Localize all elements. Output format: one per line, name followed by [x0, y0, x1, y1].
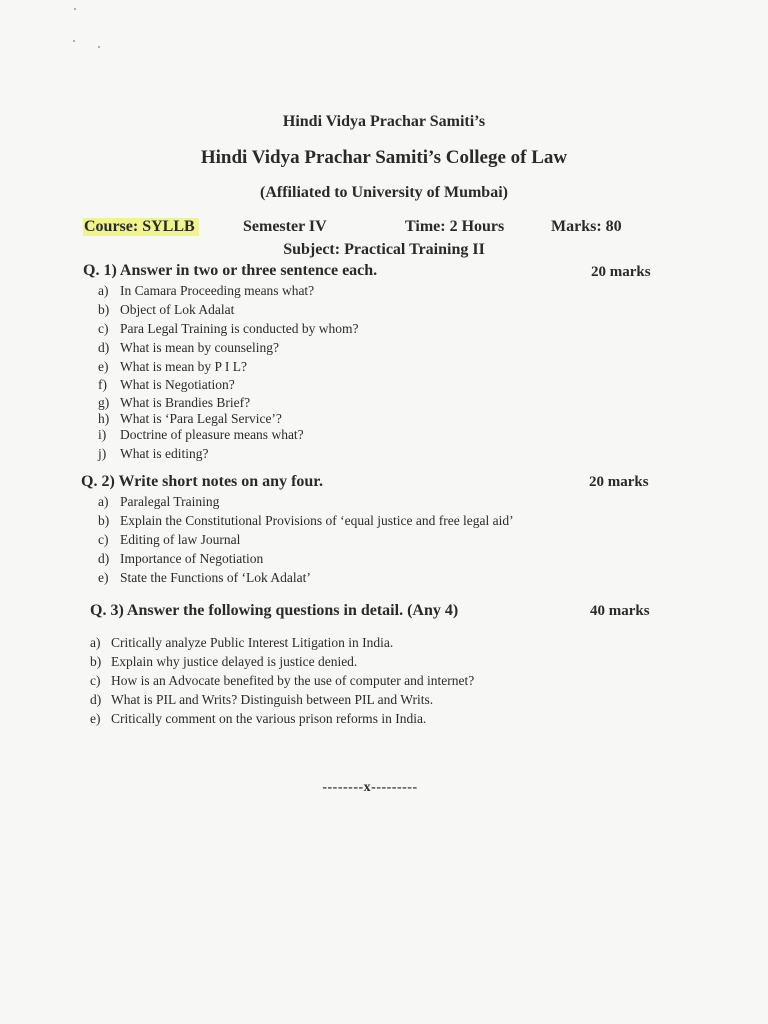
- item-label: c): [90, 673, 101, 688]
- item-text: Para Legal Training is conducted by whom?: [120, 320, 359, 336]
- list-item: [98, 445, 358, 464]
- list-item: [98, 301, 358, 320]
- course-label: Course: SYLLB: [83, 218, 199, 236]
- semester-label: Semester IV: [243, 218, 327, 235]
- list-item: [98, 426, 358, 445]
- item-label: a): [98, 494, 109, 509]
- item-label: f): [98, 377, 107, 393]
- list-item: [98, 492, 514, 511]
- item-text: What is ‘Para Legal Service’?: [120, 410, 282, 426]
- item-text: Editing of law Journal: [120, 532, 241, 547]
- item-label: a): [90, 635, 101, 650]
- q1-marks: 20 marks: [591, 264, 651, 280]
- item-label: e): [90, 711, 101, 726]
- list-item: [98, 339, 358, 358]
- item-text: Doctrine of pleasure means what?: [120, 427, 304, 443]
- item-label: d): [98, 551, 110, 566]
- item-label: d): [90, 692, 102, 707]
- item-text: Importance of Negotiation: [120, 551, 264, 566]
- item-text: Critically comment on the various prison reforms in India.: [111, 711, 427, 726]
- scan-speck: [74, 8, 76, 10]
- item-text: What is mean by counseling?: [120, 339, 279, 355]
- list-item: [98, 395, 358, 411]
- list-item: [98, 549, 514, 568]
- list-item: [90, 671, 474, 690]
- item-label: e): [98, 570, 109, 585]
- list-item: [90, 633, 474, 652]
- item-label: b): [98, 301, 110, 317]
- scan-speck: [73, 40, 75, 42]
- q2-marks: 20 marks: [589, 474, 649, 490]
- q2-title: Q. 2) Write short notes on any four.: [81, 473, 323, 490]
- item-text: Object of Lok Adalat: [120, 301, 235, 317]
- item-text: Explain why justice delayed is justice denied.: [111, 654, 358, 669]
- subject-label: Subject: Practical Training II: [283, 241, 485, 258]
- institution-name: Hindi Vidya Prachar Samiti’s: [282, 113, 486, 130]
- item-label: d): [98, 339, 110, 355]
- q1-list: [98, 282, 358, 464]
- item-text: How is an Advocate benefited by the use of computer and internet?: [111, 673, 475, 688]
- item-text: Critically analyze Public Interest Litigation in India.: [111, 635, 394, 650]
- list-item: [98, 530, 514, 549]
- q3-title: Q. 3) Answer the following questions in detail. (Any 4): [90, 602, 459, 619]
- item-text: What is Negotiation?: [120, 377, 235, 393]
- end-marker: --------x---------: [322, 780, 418, 795]
- list-item: [98, 282, 358, 301]
- item-label: b): [98, 513, 110, 528]
- item-label: i): [98, 427, 107, 443]
- item-label: j): [98, 446, 107, 462]
- item-text: What is mean by P I L?: [120, 358, 247, 374]
- item-text: What is editing?: [120, 446, 209, 462]
- item-label: a): [98, 283, 109, 298]
- affiliation: (Affiliated to University of Mumbai): [260, 184, 508, 201]
- q3-marks: 40 marks: [590, 603, 650, 619]
- list-item: [98, 320, 358, 339]
- item-text: State the Functions of ‘Lok Adalat’: [120, 570, 311, 585]
- list-item: [90, 690, 474, 709]
- scan-speck: [98, 46, 100, 48]
- q1-title: Q. 1) Answer in two or three sentence each.: [83, 262, 378, 279]
- list-item: [90, 652, 474, 671]
- item-text: What is Brandies Brief?: [120, 395, 251, 411]
- list-item: [98, 376, 358, 395]
- q2-list: [98, 492, 514, 587]
- list-item: [98, 411, 358, 427]
- item-text: Explain the Constitutional Provisions of ‘equal justice and free legal aid’: [120, 513, 514, 528]
- item-label: c): [98, 320, 109, 336]
- marks-label: Marks: 80: [551, 218, 622, 235]
- item-text: What is PIL and Writs? Distinguish between PIL and Writs.: [111, 692, 434, 707]
- list-item: [98, 511, 514, 530]
- item-label: h): [98, 410, 110, 426]
- item-text: Paralegal Training: [120, 494, 220, 509]
- item-label: e): [98, 358, 109, 374]
- q3-list: [90, 633, 474, 728]
- list-item: [90, 709, 474, 728]
- college-name: Hindi Vidya Prachar Samiti’s College of Law: [200, 147, 568, 168]
- item-text: In Camara Proceeding means what?: [120, 283, 315, 298]
- list-item: [98, 358, 358, 377]
- time-label: Time: 2 Hours: [405, 218, 505, 235]
- item-label: c): [98, 532, 109, 547]
- item-label: g): [98, 395, 110, 411]
- list-item: [98, 568, 514, 587]
- item-label: b): [90, 654, 102, 669]
